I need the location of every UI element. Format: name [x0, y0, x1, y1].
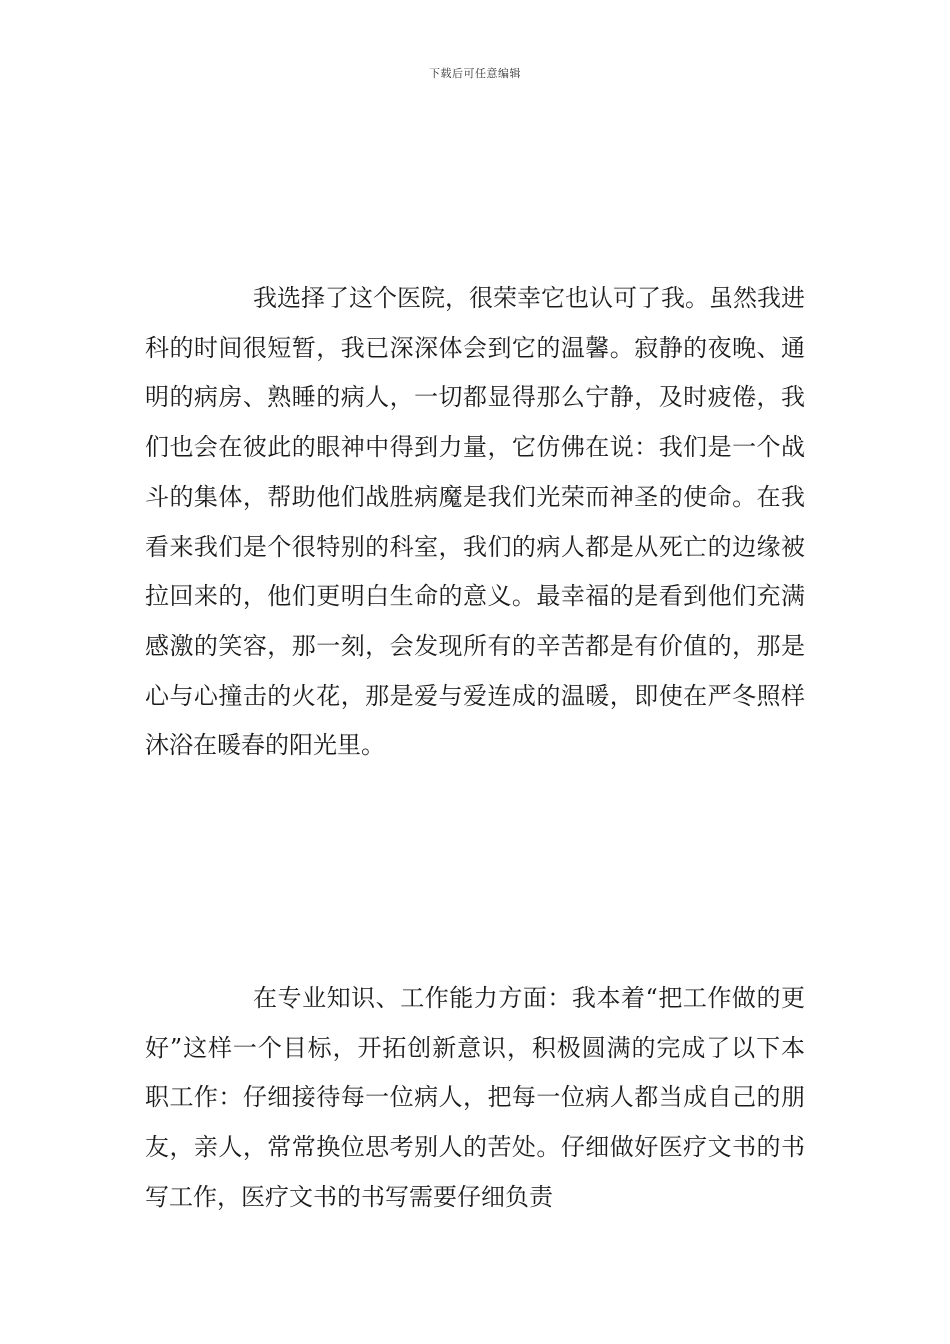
body-paragraph-2: 在专业知识、工作能力方面：我本着“把工作做的更好”这样一个目标，开拓创新意识，积极圆满的完成了以下本职工作：仔细接待每一位病人，把每一位病人都当成自己的朋友，亲人，常常换位思考别人的苦处。仔细做好医疗文书的书写工作，医疗文书的书写需要仔细负责 [145, 984, 805, 1211]
body-paragraph-1: 我选择了这个医院，很荣幸它也认可了我。虽然我进科的时间很短暂，我已深深体会到它的温馨。寂静的夜晚、通明的病房、熟睡的病人，一切都显得那么宁静，及时疲倦，我们也会在彼此的眼神中得到力量，它仿佛在说：我们是一个战斗的集体，帮助他们战胜病魔是我们光荣而神圣的使命。在我看来我们是个很特别的科室，我们的病人都是从死亡的边缘被拉回来的，他们更明白生命的意义。最幸福的是看到他们充满感激的笑容，那一刻，会发现所有的辛苦都是有价值的，那是心与心撞击的火花，那是爱与爱连成的温暖，即使在严冬照样沐浴在暖春的阳光里。 [145, 284, 805, 760]
page-header-note: 下载后可任意编辑 [429, 67, 521, 80]
